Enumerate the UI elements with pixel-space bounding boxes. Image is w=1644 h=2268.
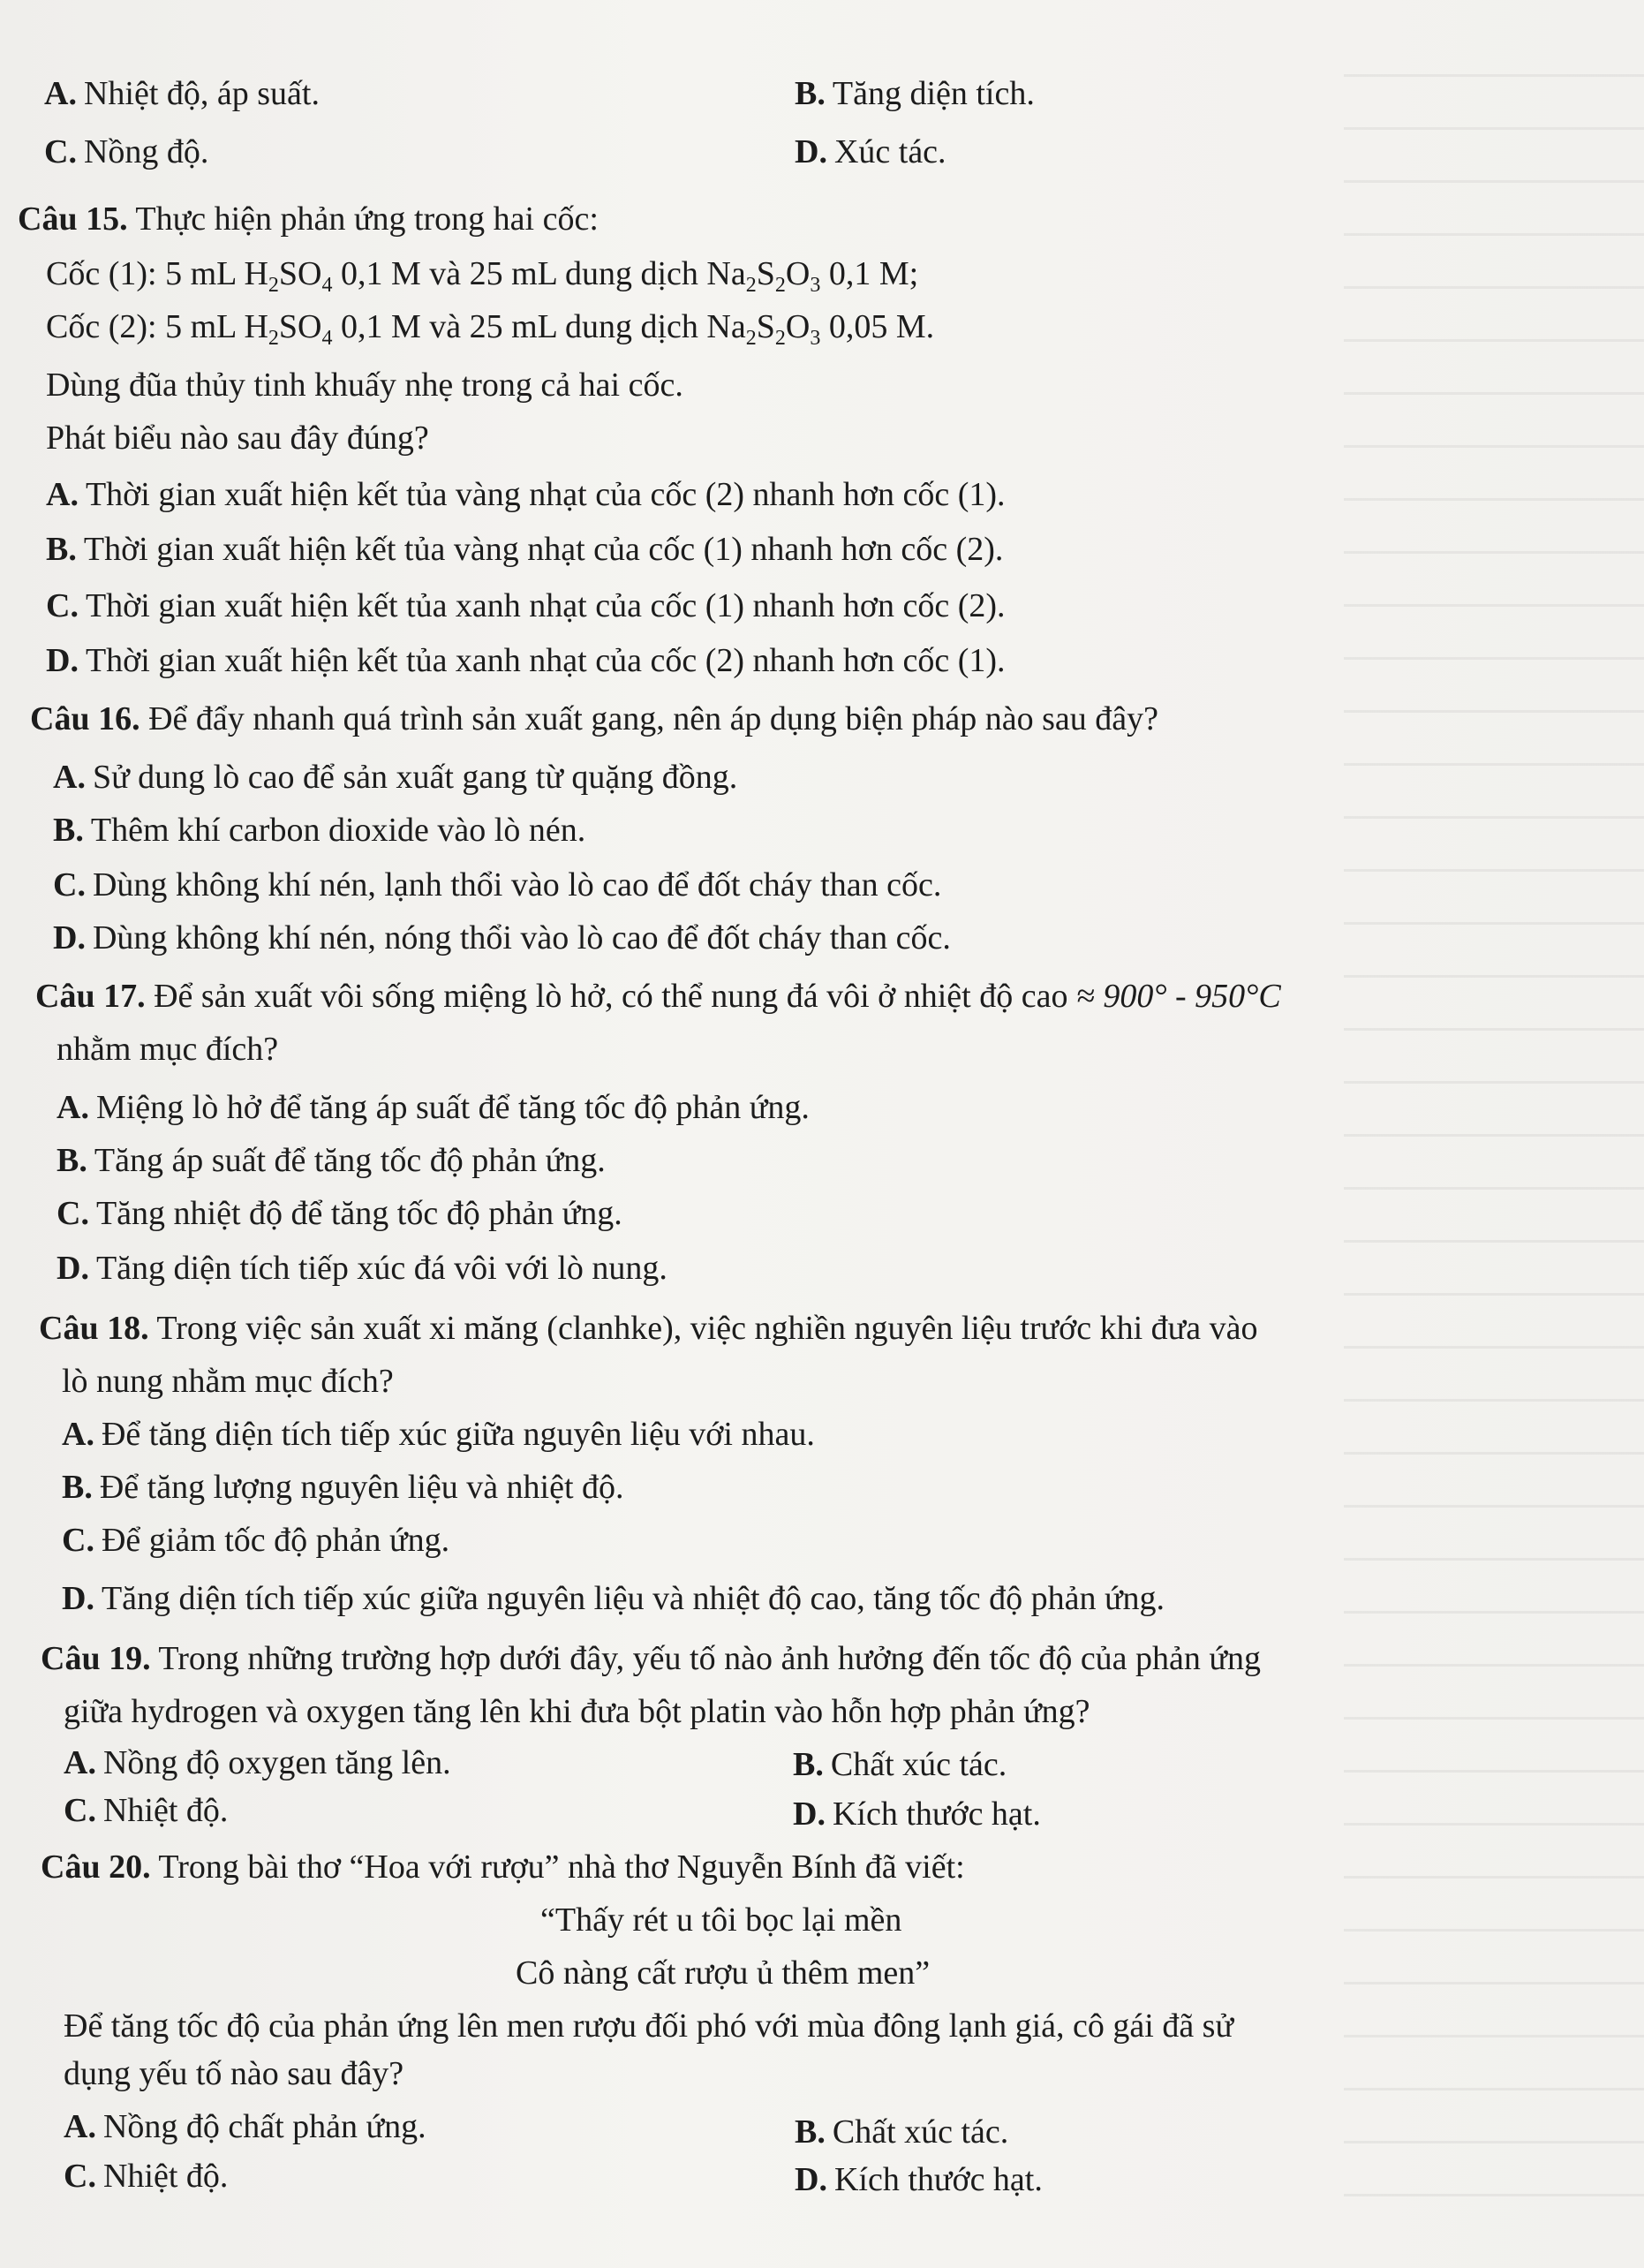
question-15-title: Câu 15. Thực hiện phản ứng trong hai cốc: <box>18 200 599 238</box>
question-20-option-d: D. Kích thước hạt. <box>795 2161 1043 2198</box>
question-18-option-d: D. Tăng diện tích tiếp xúc giữa nguyên liệu và nhiệt độ cao, tăng tốc độ phản ứng. <box>62 1580 1165 1617</box>
question-19-option-c: C. Nhiệt độ. <box>64 1792 229 1829</box>
question-18-title: Câu 18. Trong việc sản xuất xi măng (clanhke), việc nghiền nguyên liệu trước khi đưa vào <box>39 1310 1258 1347</box>
question-18-option-a: A. Để tăng diện tích tiếp xúc giữa nguyên liệu với nhau. <box>62 1416 815 1453</box>
question-15-option-d: D. Thời gian xuất hiện kết tủa xanh nhạt của cốc (2) nhanh hơn cốc (1). <box>46 642 1006 679</box>
question-16-option-b: B. Thêm khí carbon dioxide vào lò nén. <box>53 812 586 849</box>
question-19-title-cont: giữa hydrogen và oxygen tăng lên khi đưa bột platin vào hỗn hợp phản ứng? <box>64 1693 1090 1730</box>
question-15-option-c: C. Thời gian xuất hiện kết tủa xanh nhạt của cốc (1) nhanh hơn cốc (2). <box>46 587 1006 624</box>
question-15-instruction: Dùng đũa thủy tinh khuấy nhẹ trong cả hai cốc. <box>46 367 683 404</box>
question-20-body: Để tăng tốc độ của phản ứng lên men rượu đối phó với mùa đông lạnh giá, cô gái đã sử <box>64 2007 1234 2045</box>
prev-option-d: D. Xúc tác. <box>795 133 946 170</box>
question-19-option-b: B. Chất xúc tác. <box>793 1746 1007 1783</box>
question-17-option-a: A. Miệng lò hở để tăng áp suất để tăng tốc độ phản ứng. <box>57 1089 810 1126</box>
temperature-range: ≈ 900° - 950°C <box>1075 978 1281 1015</box>
question-19-title: Câu 19. Trong những trường hợp dưới đây, yếu tố nào ảnh hưởng đến tốc độ của phản ứng <box>41 1640 1262 1677</box>
question-16-option-a: A. Sử dung lò cao để sản xuất gang từ quặng đồng. <box>53 759 738 796</box>
question-20-option-c: C. Nhiệt độ. <box>64 2158 229 2195</box>
question-18-title-cont: lò nung nhằm mục đích? <box>62 1363 394 1400</box>
prev-option-b: B. Tăng diện tích. <box>795 75 1035 112</box>
poem-line-2: Cô nàng cất rượu ủ thêm men” <box>516 1954 931 1992</box>
question-16-option-c: C. Dùng không khí nén, lạnh thổi vào lò cao để đốt cháy than cốc. <box>53 866 942 903</box>
question-20-title: Câu 20. Trong bài thơ “Hoa với rượu” nhà thơ Nguyễn Bính đã viết: <box>41 1848 965 1886</box>
question-19-option-d: D. Kích thước hạt. <box>793 1796 1041 1833</box>
question-17-option-b: B. Tăng áp suất để tăng tốc độ phản ứng. <box>57 1142 606 1179</box>
prev-option-c: C. Nồng độ. <box>44 133 209 170</box>
question-15-cup2: Cốc (2): 5 mL $H_2SO_4$ 0,1 M và 25 mL dung dịch $Na_2S_2O_3$ 0,05 M. <box>46 308 935 350</box>
question-17-option-d: D. Tăng diện tích tiếp xúc đá vôi với lò nung. <box>57 1250 667 1287</box>
poem-line-1: “Thấy rét u tôi bọc lại mền <box>540 1901 902 1939</box>
question-18-option-c: C. Để giảm tốc độ phản ứng. <box>62 1522 450 1559</box>
question-15-option-a: A. Thời gian xuất hiện kết tủa vàng nhạt của cốc (2) nhanh hơn cốc (1). <box>46 476 1006 513</box>
question-16-title: Câu 16. Để đẩy nhanh quá trình sản xuất gang, nên áp dụng biện pháp nào sau đây? <box>30 700 1158 737</box>
question-17-title: Câu 17. Để sản xuất vôi sống miệng lò hở, có thể nung đá vôi ở nhiệt độ cao ≈ 900° - 950°C <box>35 978 1281 1015</box>
question-17-title-cont: nhằm mục đích? <box>57 1031 279 1068</box>
question-20-option-b: B. Chất xúc tác. <box>795 2113 1009 2151</box>
question-17-option-c: C. Tăng nhiệt độ để tăng tốc độ phản ứng. <box>57 1195 622 1232</box>
question-18-option-b: B. Để tăng lượng nguyên liệu và nhiệt độ. <box>62 1469 624 1506</box>
prev-option-a: A. Nhiệt độ, áp suất. <box>44 75 320 112</box>
bleed-through-texture <box>1344 35 1644 2226</box>
question-20-prompt: dụng yếu tố nào sau đây? <box>64 2055 404 2092</box>
question-20-option-a: A. Nồng độ chất phản ứng. <box>64 2108 426 2145</box>
question-16-option-d: D. Dùng không khí nén, nóng thổi vào lò cao để đốt cháy than cốc. <box>53 919 951 956</box>
question-19-option-a: A. Nồng độ oxygen tăng lên. <box>64 1744 451 1781</box>
question-15-cup1: Cốc (1): 5 mL $H_2SO_4$ 0,1 M và 25 mL dung dịch $Na_2S_2O_3$ 0,1 M; <box>46 255 919 297</box>
question-15-prompt: Phát biểu nào sau đây đúng? <box>46 420 429 457</box>
question-15-option-b: B. Thời gian xuất hiện kết tủa vàng nhạt của cốc (1) nhanh hơn cốc (2). <box>46 531 1004 568</box>
